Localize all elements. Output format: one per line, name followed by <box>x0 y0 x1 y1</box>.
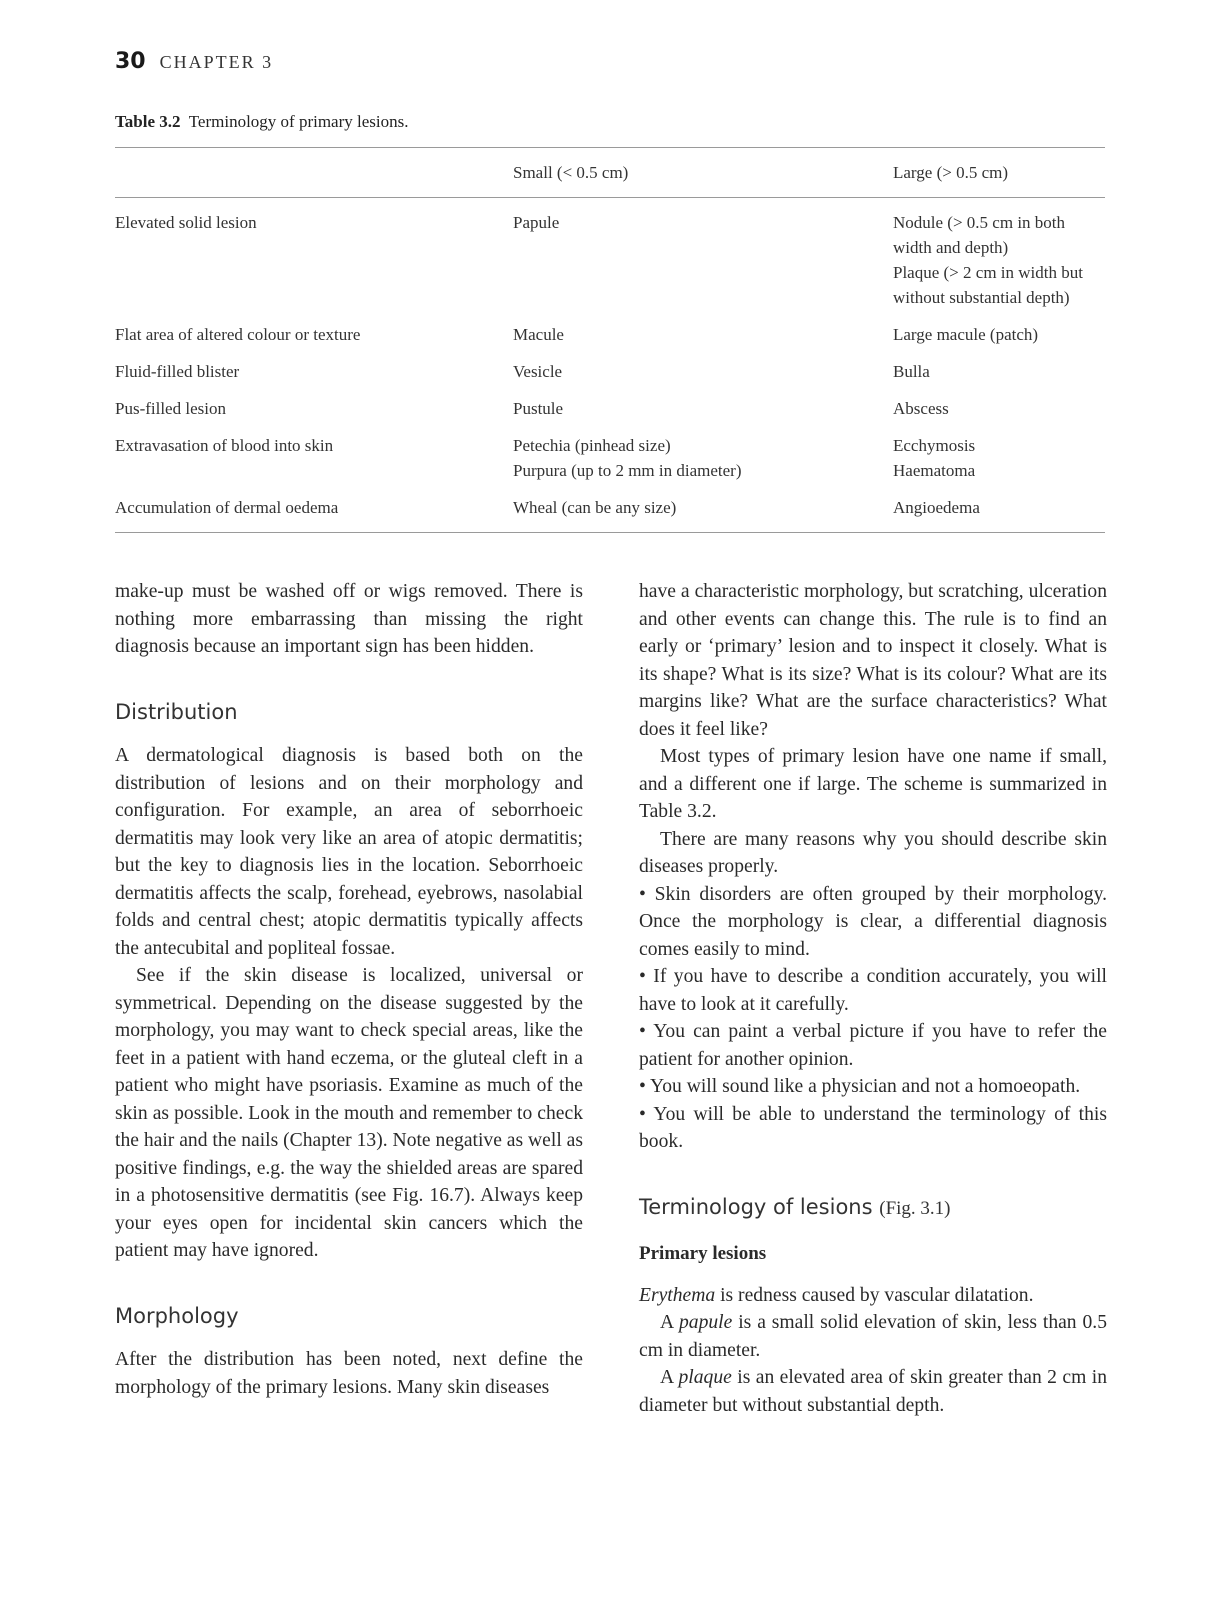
small-lesion-term: Papule <box>513 213 560 232</box>
morphology-continued-paragraph: have a characteristic morphology, but scratching, ulceration and other events can change this. The rule is to find an early or ‘primary’ lesion and to inspect it closely. What is its shape? What is its size? What is its colour? What are its margins like? What are the surface characteristics? What does it feel like? <box>639 581 1107 740</box>
small-lesion-cell <box>513 359 893 396</box>
table-header-cell: Small (< 0.5 cm) <box>513 148 893 198</box>
small-lesion-term: Purpura (up to 2 mm in diameter) <box>513 461 742 480</box>
chapter-label: CHAPTER 3 <box>159 52 274 72</box>
small-lesion-term: Wheal (can be any size) <box>513 498 677 517</box>
lesion-type-cell: Fluid-filled blister <box>115 362 240 381</box>
large-lesion-cell <box>893 322 1105 359</box>
morphology-heading: Morphology <box>115 1303 239 1328</box>
large-lesion-term: Abscess <box>893 399 949 418</box>
definition-text: is an elevated area of skin greater than 2 cm in diameter but without substantial depth. <box>639 1367 1108 1416</box>
lesion-terminology-table <box>115 147 1105 533</box>
table-row <box>115 396 1105 433</box>
small-lesion-cell <box>513 433 893 495</box>
table-row <box>115 495 1105 533</box>
distribution-paragraph: A dermatological diagnosis is based both on the distribution of lesions and on their morphology and configuration. For example, an area of seborrhoeic dermatitis may look very like an area of atopic dermatitis; but the key to diagnosis lies in the location. Seborrhoeic dermatitis affects the scalp, forehead, eyebrows, nasolabial folds and central chest; atopic dermatitis typically affects the antecubital and popliteal fossae. <box>115 745 583 959</box>
large-lesion-cell <box>893 396 1105 433</box>
intro-paragraph: make-up must be washed off or wigs removed. There is nothing more embarrassing than missing the right diagnosis because an important sign has been hidden. <box>115 581 583 657</box>
morphology-paragraph: After the distribution has been noted, next define the morphology of the primary lesions. Many skin diseases <box>115 1349 583 1398</box>
bullet-item: • Skin disorders are often grouped by their morphology. Once the morphology is clear, a differential diagnosis comes easily to mind. <box>639 883 1107 960</box>
bullet-item: • You will be able to understand the terminology of this book. <box>639 1103 1107 1152</box>
running-head <box>115 49 273 83</box>
distribution-paragraph: See if the skin disease is localized, universal or symmetrical. Depending on the disease suggested by the morphology, you may want to check special areas, like the feet in a patient with hand eczema, or the gluteal cleft in a patient who might have psoriasis. Examine as much of the skin as possible. Look in the mouth and remember to check the hair and the nails (Chapter 13). Note negative as well as positive findings, e.g. the way the shielded areas are spared in a photosensitive dermatitis (see Fig. 16.7). Always keep your eyes open for incidental skin cancers which the patient may have ignored. <box>115 965 583 1261</box>
large-lesion-cell <box>893 198 1105 323</box>
lesion-type-cell: Pus-filled lesion <box>115 399 226 418</box>
definition-text: is a small solid elevation of skin, less than 0.5 cm in diameter. <box>639 1312 1108 1361</box>
table-row <box>115 359 1105 396</box>
bullet-item: • You will sound like a physician and not a homoeopath. <box>639 1076 1081 1097</box>
papule-definition <box>639 1309 1107 1364</box>
terminology-heading-text: Terminology of lesions <box>639 1194 873 1219</box>
lesion-type-cell: Flat area of altered colour or texture <box>115 325 361 344</box>
small-lesion-term: Vesicle <box>513 362 563 381</box>
large-lesion-term: Bulla <box>893 362 930 381</box>
term-erythema: Erythema <box>639 1284 716 1306</box>
large-lesion-term: Large macule (patch) <box>893 325 1039 344</box>
plaque-definition <box>639 1364 1107 1419</box>
large-lesion-term: without substantial depth) <box>893 288 1070 307</box>
small-lesion-term: Petechia (pinhead size) <box>513 436 671 455</box>
small-lesion-cell <box>513 322 893 359</box>
lesion-type-cell: Extravasation of blood into skin <box>115 436 334 455</box>
large-lesion-cell <box>893 495 1105 533</box>
small-lesion-term: Pustule <box>513 399 564 418</box>
table-caption-text: Terminology of primary lesions. <box>188 112 409 131</box>
large-lesion-term: Plaque (> 2 cm in width but <box>893 263 1083 282</box>
large-lesion-term: Nodule (> 0.5 cm in both <box>893 213 1066 232</box>
term-plaque: plaque <box>678 1367 732 1388</box>
lesion-type-cell: Accumulation of dermal oedema <box>115 495 513 533</box>
term-papule: papule <box>678 1312 733 1333</box>
table-header-cell <box>115 148 513 198</box>
left-text-column <box>115 578 583 1401</box>
table-header-cell: Large (> 0.5 cm) <box>893 148 1105 198</box>
figure-reference: (Fig. 3.1) <box>879 1197 951 1219</box>
primary-lesions-subheading: Primary lesions <box>639 1243 767 1264</box>
table-body <box>115 198 1105 533</box>
large-lesion-term: width and depth) <box>893 238 1009 257</box>
table-row <box>115 433 1105 495</box>
small-lesion-term: Macule <box>513 325 564 344</box>
definition-text: is redness caused by vascular dilatation. <box>715 1284 1034 1306</box>
right-text-column <box>639 578 1107 1419</box>
large-lesion-term: Haematoma <box>893 461 976 480</box>
large-lesion-cell <box>893 359 1105 396</box>
reasons-paragraph: There are many reasons why you should describe skin diseases properly. <box>639 828 1107 877</box>
large-lesion-term: Ecchymosis <box>893 436 976 455</box>
lesion-type-cell: Elevated solid lesion <box>115 213 257 232</box>
terminology-heading <box>639 1194 1107 1223</box>
bullet-item: • If you have to describe a condition accurately, you will have to look at it carefully. <box>639 966 1107 1015</box>
small-lesion-cell <box>513 198 893 323</box>
table-row <box>115 198 1105 323</box>
table-caption-label: Table 3.2 <box>115 112 181 131</box>
distribution-heading: Distribution <box>115 699 238 724</box>
erythema-definition <box>639 1282 1107 1310</box>
large-lesion-cell <box>893 433 1105 495</box>
table-caption <box>115 112 409 132</box>
definition-text: A <box>660 1312 679 1333</box>
small-lesion-cell <box>513 396 893 433</box>
small-lesion-cell <box>513 495 893 533</box>
lesion-naming-paragraph: Most types of primary lesion have one name if small, and a different one if large. The scheme is summarized in Table 3.2. <box>639 746 1107 822</box>
page-number: 30 <box>115 49 146 74</box>
bullet-item: • You can paint a verbal picture if you have to refer the patient for another opinion. <box>639 1021 1107 1070</box>
definition-text: A <box>660 1367 679 1388</box>
large-lesion-term: Angioedema <box>893 498 980 517</box>
table-header-row <box>115 148 1105 198</box>
table-row <box>115 322 1105 359</box>
